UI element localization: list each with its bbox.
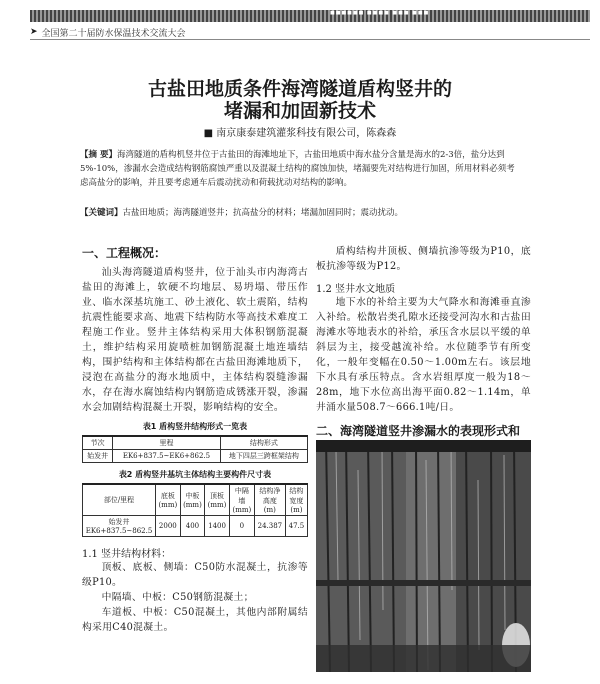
table1 bbox=[82, 435, 308, 463]
table1-cell: 地下四层三跨框架结构 bbox=[220, 450, 307, 463]
table1-header: 结构形式 bbox=[220, 436, 307, 450]
table2-cell: 1400 bbox=[205, 516, 230, 537]
materials-paragraph-1: 顶板、底板、侧墙：C50防水混凝土，抗渗等级P10。 bbox=[82, 562, 308, 588]
paper-title-line2: 堵漏和加固新技术 bbox=[223, 100, 376, 122]
table2-cell: 2000 bbox=[156, 516, 181, 537]
table1-cell: 始发井 bbox=[83, 450, 113, 463]
table2 bbox=[82, 483, 308, 537]
keywords bbox=[80, 206, 520, 220]
table2-cell: 24.387 bbox=[254, 516, 285, 537]
conference-name: 全国第二十届防水保温技术交流大会 bbox=[41, 28, 186, 39]
abstract bbox=[80, 148, 520, 190]
shaft-leakage-photo bbox=[316, 440, 531, 672]
keywords-text: 古盐田地质；海湾隧道竖井；抗高盐分的材料；堵漏加固同时；震动扰动。 bbox=[122, 208, 404, 218]
table2-cell: 始发井 EK6+837.5~862.5 bbox=[83, 516, 156, 537]
table2-header: 部位/里程 bbox=[83, 484, 156, 516]
abstract-label: 【摘 要】 bbox=[80, 150, 117, 160]
author-byline: ■ 南京康泰建筑灌浆科技有限公司，陈森森 bbox=[203, 128, 397, 139]
overview-paragraph: 汕头海湾隧道盾构竖井，位于汕头市内海湾古盐田的海滩上，软硬不均地层、易坍塌、带压作业、临水深基坑施工、砂土液化、软土震陷，结构抗震性能要求高、地震下结构防水等高技术难度工程施工作业。竖井主体结构采用大体积钢筋混凝土，维护结构采用旋喷桩加钢筋混凝土地连墙结构，围护结构和主体结构都在古盐田海滩地质下，浸泡在高盐分的海水地质中，主体结构裂缝渗漏水，存在海水腐蚀结构内钢筋造成锈涨开裂，渗漏水会加剧结构混凝土开裂，影响结构的安全。 bbox=[82, 267, 308, 413]
table2-header: 顶板(mm) bbox=[205, 484, 230, 516]
table2-cell: 0 bbox=[229, 516, 254, 537]
table2-caption: 表2 盾构竖井基坑主体结构主要构件尺寸表 bbox=[118, 470, 272, 479]
header-stripe bbox=[30, 10, 590, 22]
left-column bbox=[82, 244, 308, 635]
table1-caption: 表1 盾构竖井结构形式一览表 bbox=[142, 422, 248, 431]
table1-cell: EK6+837.5~EK6+862.5 bbox=[113, 450, 220, 463]
arrow-icon: ➤ bbox=[30, 27, 38, 37]
section-2-heading: 二、海湾隧道竖井渗漏水的表现形式和 bbox=[316, 424, 521, 438]
subsection-1-2-heading: 1.2 竖井水文地质 bbox=[316, 284, 396, 295]
photo-illustration bbox=[316, 440, 531, 672]
impermeability-paragraph: 盾构结构井顶板、侧墙抗渗等级为P10，底板抗渗等级为P12。 bbox=[316, 246, 531, 272]
header-tiny-text: ■■■■■■ ■■■■ ■■■ ■■■ bbox=[330, 10, 430, 16]
table1-header: 节次 bbox=[83, 436, 113, 450]
section-1-heading: 一、工程概况： bbox=[82, 246, 167, 260]
table2-cell: 47.5 bbox=[285, 516, 307, 537]
right-column bbox=[316, 244, 531, 457]
abstract-text: 海湾隧道的盾构机竖井位于古盐田的海滩地址下，古盐田地质中海水盐分含量是海水的2-3倍，盐分达到5%-10%，渗漏水会造成结构钢筋腐蚀严重以及混凝土结构的腐蚀加快，堵漏要先对结构进行加固，所用材料必须考虑高盐分的影响，并且要考虑通车后震动扰动和荷载扰动对结构的影响。 bbox=[80, 150, 515, 188]
materials-paragraph-3: 车道板、中板：C50混凝土，其他内部附属结构采用C40混凝土。 bbox=[82, 607, 308, 633]
subsection-1-1-heading: 1.1 竖井结构材料： bbox=[82, 549, 172, 560]
running-header bbox=[30, 25, 590, 40]
table2-header: 中隔墙(mm) bbox=[229, 484, 254, 516]
table2-header: 中板(mm) bbox=[180, 484, 205, 516]
table2-header: 结构净高度(m) bbox=[254, 484, 285, 516]
paper-title-line1: 古盐田地质条件海湾隧道盾构竖井的 bbox=[147, 78, 452, 100]
table2-header: 底板(mm) bbox=[156, 484, 181, 516]
hydrogeology-paragraph: 地下水的补给主要为大气降水和海滩垂直渗入补给。松散岩类孔隙水还接受河沟水和古盐田海滩水等地表水的补给，承压含水层以平缓的单斜层为主，接受越流补给。水位随季节有所变化，一般年变幅在0.50～1.00m左右。该层地下水具有承压特点。含水岩组厚度一般为18～28m，地下水位高出海平面0.82～1.14m，单井涌水量508.7～666.1吨/日。 bbox=[316, 297, 531, 413]
table2-cell: 400 bbox=[180, 516, 205, 537]
table1-header: 里程 bbox=[113, 436, 220, 450]
keywords-label: 【关键词】 bbox=[80, 208, 123, 218]
table2-header: 结构宽度(m) bbox=[285, 484, 307, 516]
materials-paragraph-2: 中隔墙、中板：C50钢筋混凝土； bbox=[101, 592, 254, 603]
